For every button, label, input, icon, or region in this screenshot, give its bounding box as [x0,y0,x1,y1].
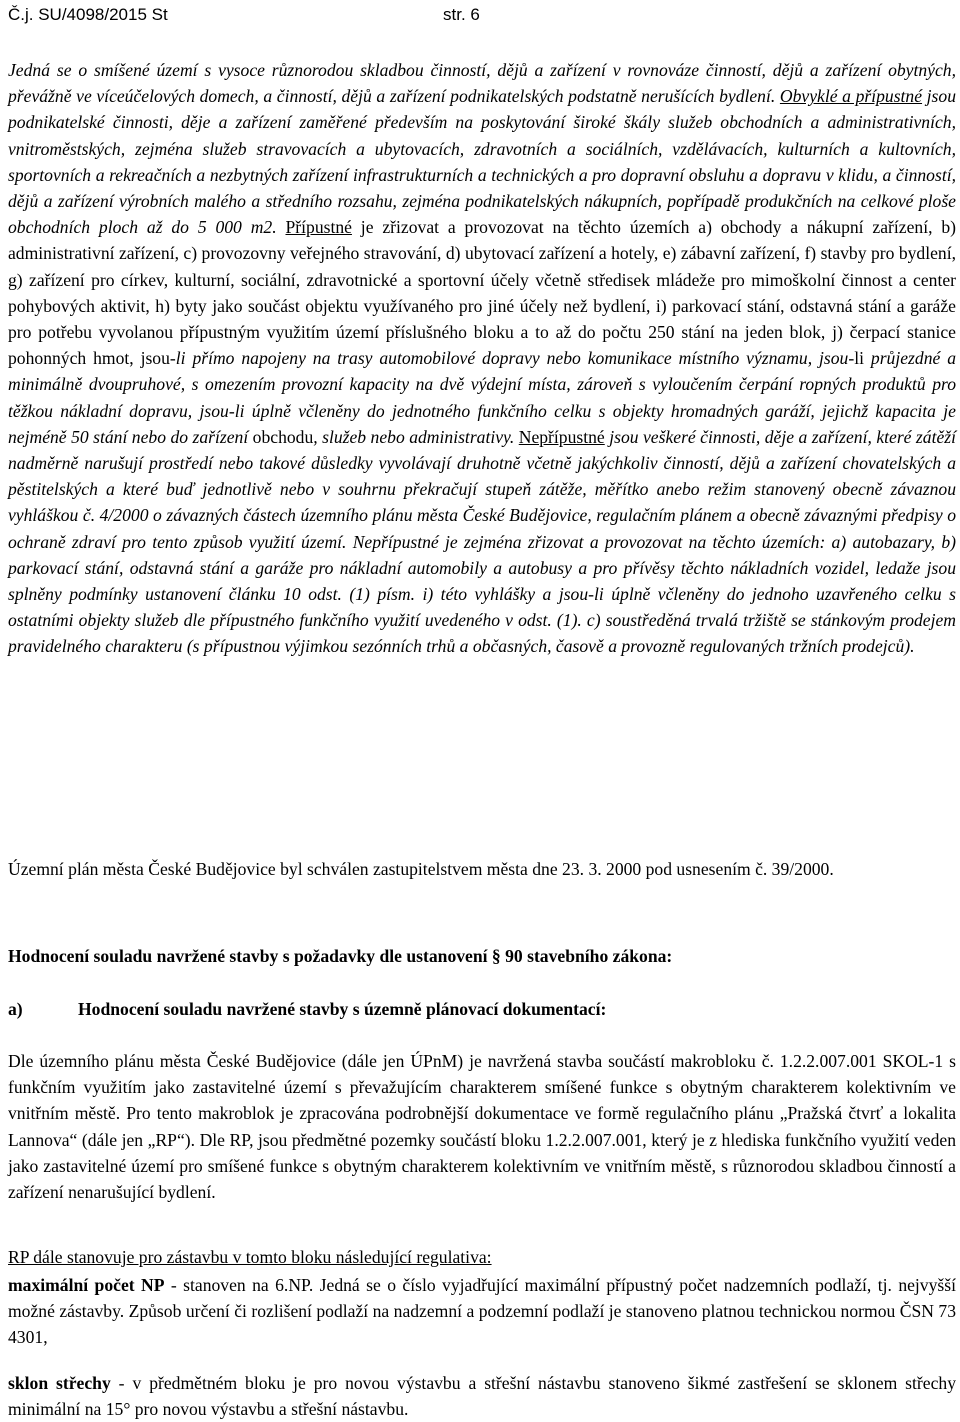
intro-sentence: Jedná se o smíšené území s vysoce různorodou skladbou činností, dějů a zařízení v rovnováze činností, dějů a zařízení obytných, převážně ve víceúčelových domech, a činností, dějů a zařízení podnikatelských podstatně nerušících bydlení. [8,60,956,107]
approval-paragraph: Územní plán města České Budějovice byl schválen zastupitelstvem města dne 23. 3. 2000 pod usnesením č. 39/2000. [8,859,834,879]
page-header [8,2,956,28]
upnm-paragraph: Dle územního plánu města České Budějovice (dále jen ÚPnM) je navržená stavba součástí makrobloku č. 1.2.2.007.001 SKOL-1 s funkčním využitím jako zastavitelné území s převažujícím charakterem smíšené funkce s obytným charakterem kolektivním ve vnitřním městě. Pro tento makroblok je zpracována podrobnější dokumentace ve formě regulačního plánu „Pražská čtvrť a lokalita Lannova“ (dále jen „RP“). Dle RP, jsou předmětné pozemky součástí bloku 1.2.2.007.001, který je z hlediska funkčního využití veden jako zastavitelné území pro smíšené funkce s obytným charakterem kolektivním ve vnitřním městě, s různorodou skladbou činností a zařízení nenarušující bydlení. [8,1051,956,1203]
obvykle-text: jsou podnikatelské činnosti, děje a zařízení zaměřené především na poskytování široké škály služeb obchodních a administrativních, vnitroměstských, zejména služeb stravovacích a ubytovacích, zdravotních a sociálních, vzdělávacích, kulturních a kultovních, sportovních a rekreačních a nezbytných zařízení infrastrukturních a technických a pro dopravní obsluhu a dopravu v klidu, a činností, dějů a zařízení výrobních malého a středního rozsahu, zejména podnikatelských nákupních, popřípadě produkčních na celkové ploše obchodních ploch až do 5 000 m2. [8,86,956,238]
nepripustne-text: jsou veškeré činnosti, děje a zařízení, které zátěží nadměrně narušují prostředí nebo takové důsledky vyvolávají druhotně včetně jakýchkoliv činností, dějů a zařízení chovatelských a pěstitelských a které buď jednotlivě nebo v souhrnu překračují stupeň zátěže, měřítko anebo režim stanovený obecně závaznou vyhláškou č. 4/2000 o závazných částech územního plánu města České Budějovice, regulačním plánem a obecně závaznými předpisy o ochraně zdraví pro tento způsob využití území. Nepřípustné je zejména zřizovat a provozovat na těchto územích: a) autobazary, b) parkovací stání, odstavná stání a garáže pro nákladní automobily a autobusy a pro přívěsy těchto nákladních vozidel, ledaže jsou splněny podmínky ustanovení článku 10 odst. (1) písm. i) této vyhlášky a jsou-li úplně včleněny do jednoho uzavřeného celku s ostatními objekty služeb dle přípustného funkčního využití uvedeného v odst. (1). c) soustředěná trvalá tržiště se stánkovým prodejem pravidelného charakteru (s přípustnou výjimkou sezónních trhů a občasných, časově a provozně regulovaných tržních prodejců). [8,426,957,657]
reference-number: Č.j. SU/4098/2015 St [8,5,168,24]
max-floors-text: - stanoven na 6.NP. Jedná se o číslo vyjadřující maximální přípustný počet nadzemních podlaží, tj. nejvyšší možné zástavby. Způsob určení či rozlišení podlaží na nadzemní a podzemní podlaží je stanoveno platnou technickou normou ČSN 73 4301, [8,1275,956,1348]
page-number: str. 6 [443,5,480,24]
section-a-label: a) [8,999,23,1019]
roof-slope-term: sklon střechy [8,1373,111,1393]
rp-intro-line: RP dále stanovuje pro zástavbu v tomto bloku následující regulativa: [8,1247,492,1267]
evaluation-heading: Hodnocení souladu navržené stavby s požadavky dle ustanovení § 90 stavebního zákona: [8,946,673,966]
pripustne-label: Přípustné [285,217,352,238]
obvykle-pripustne-label: Obvyklé a přípustné [779,86,923,107]
roof-slope-text: - v předmětném bloku je pro novou výstavbu a střešní nástavbu stanoveno šikmé zastřešení se sklonem střechy minimální na 15° pro novou výstavbu a střešní nástavbu. [8,1373,956,1420]
pripustne-text-italic-a: li přímo napojeny na trasy automobilové dopravy nebo komunikace místního významu, jsou- [175,348,855,369]
max-floors-paragraph [8,1272,956,1351]
pripustne-text-cont: hmot, jsou- [93,348,176,369]
pripustne-text-italic-b: průjezdné a minimálně dvoupruhové, s omezením provozní kapacity na dvě výdejní místa, zároveň s vyloučením čerpání ropných produktů pro těžkou nákladní dopravu, jsou-li úplně včleněny do jednotného funkčního celku s objekty hromadných garáží, jejichž kapacita je nejméně 50 stání nebo do zařízení [8,348,956,447]
pripustne-text: je zřizovat a provozovat na těchto územích a) obchody a nákupní zařízení, b) administrativní zařízení, c) provozovny veřejného stravování, d) ubytovací zařízení a hotely, e) zábavní zařízení, f) stavby pro bydlení, g) zařízení pro církev, kulturní, sociální, zdravotnické a sportovní účely včetně středisek mládeže pro mimoškolní činnost a center pohybových aktivit, h) byty jako součást objektu využívaného pro jiné účely než bydlení, i) parkovací stání, odstavná stání a garáže pro potřebu vyvolanou přípustným využitím území příslušného bloku a to až do počtu 250 stání na jeden blok, j) čerpací stanice pohonných [8,217,956,369]
roof-slope-paragraph [8,1370,956,1422]
pripustne-text-italic-c: , služeb nebo administrativy. [313,426,519,447]
section-a-heading [8,996,956,1022]
max-floors-term: maximální počet NP [8,1275,165,1295]
zoning-description-paragraph [8,57,956,660]
pripustne-text-plain-b: li [854,348,864,369]
section-a-title: Hodnocení souladu navržené stavby s územně plánovací dokumentací: [78,999,607,1019]
nepripustne-label: Nepřípustné [518,426,605,447]
pripustne-text-plain-c: obchodu [252,426,314,447]
